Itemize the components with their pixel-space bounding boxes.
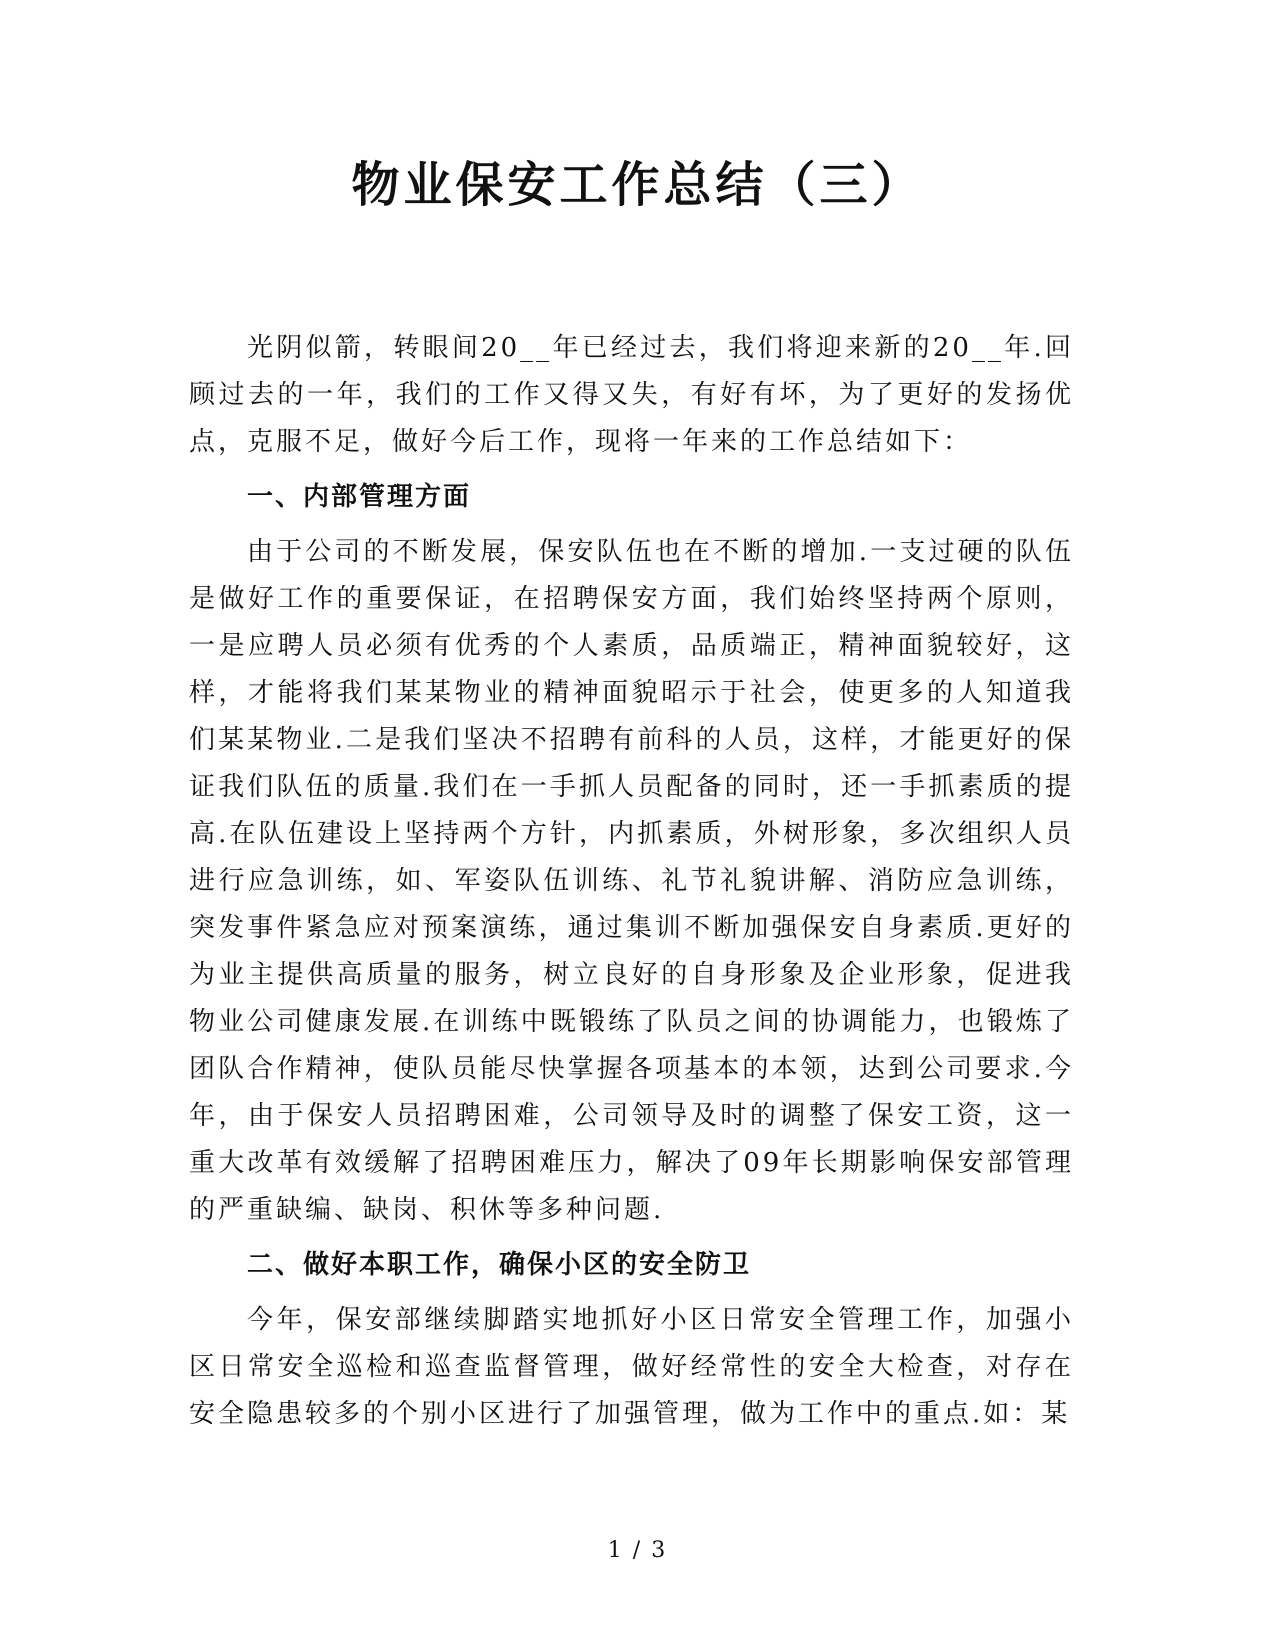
section-body-security-duty: 今年，保安部继续脚踏实地抓好小区日常安全管理工作，加强小区日常安全巡检和巡查监督管理，做好经常性的安全大检查，对存在安全隐患较多的个别小区进行了加强管理，做为工作中的重点.如：某 (189, 1305, 1074, 1429)
document-title: 物业保安工作总结（三） (351, 157, 924, 213)
section-body-internal-management: 由于公司的不断发展，保安队伍也在不断的增加.一支过硬的队伍是做好工作的重要保证，在招聘保安方面，我们始终坚持两个原则，一是应聘人员必须有优秀的个人素质，品质端正，精神面貌较好，这样，才能将我们某某物业的精神面貌昭示于社会，使更多的人知道我们某某物业.二是我们坚决不招聘有前科的人员，这样，才能更好的保证我们队伍的质量.我们在一手抓人员配备的同时，还一手抓素质的提高.在队伍建设上坚持两个方针，内抓素质，外树形象，多次组织人员进行应急训练，如、军姿队伍训练、礼节礼貌讲解、消防应急训练，突发事件紧急应对预案演练，通过集训不断加强保安自身素质.更好的为业主提供高质量的服务，树立良好的自身形象及企业形象，促进我物业公司健康发展.在训练中既锻练了队员之间的协调能力，也锻炼了团队合作精神，使队员能尽快掌握各项基本的本领，达到公司要求.今年，由于保安人员招聘困难，公司领导及时的调整了保安工资，这一重大改革有效缓解了招聘困难压力，解决了09年长期影响保安部管理的严重缺编、缺岗、积休等多种问题. (189, 537, 1074, 1225)
intro-paragraph: 光阴似箭，转眼间20__年已经过去，我们将迎来新的20__年.回顾过去的一年，我们的工作又得又失，有好有坏，为了更好的发扬优点，克服不足，做好今后工作，现将一年来的工作总结如下： (189, 333, 1074, 457)
page-number: 1 / 3 (607, 1538, 668, 1563)
section-heading-security-duty: 二、做好本职工作，确保小区的安全防卫 (247, 1250, 752, 1280)
document-body (189, 325, 1074, 1438)
section-heading-internal-management: 一、内部管理方面 (247, 482, 472, 512)
